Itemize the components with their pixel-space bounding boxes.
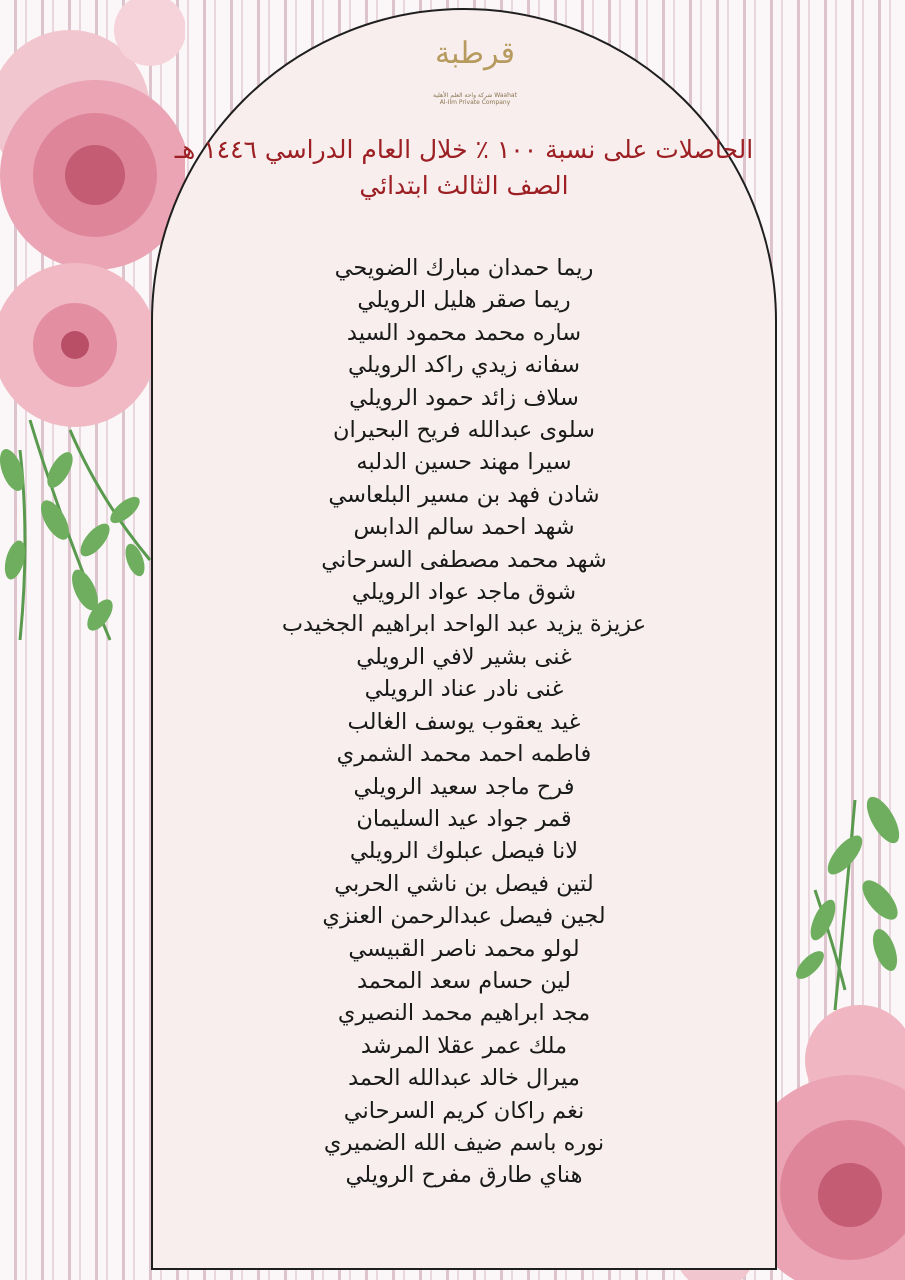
student-name: فرح ماجد سعيد الرويلي bbox=[353, 773, 575, 800]
student-name: ريما حمدان مبارك الضويحي bbox=[334, 255, 594, 281]
heading-grade: الصف الثالث ابتدائي bbox=[359, 171, 569, 200]
student-name: سلوى عبدالله فريح البحيران bbox=[333, 417, 595, 444]
student-names-list bbox=[151, 252, 777, 1192]
school-logo bbox=[430, 14, 520, 122]
logo-caption: شركة واحة العلم الأهلية Waahat Al-Ilm Private Company bbox=[433, 92, 517, 106]
student-name: شهد محمد مصطفى السرحاني bbox=[321, 546, 607, 573]
student-name: سفانه زيدي راكد الرويلي bbox=[348, 352, 580, 379]
student-name: هناي طارق مفرح الرويلي bbox=[345, 1162, 583, 1189]
student-name: شهد احمد سالم الدابس bbox=[353, 514, 575, 541]
student-name: غنى نادر عناد الرويلي bbox=[364, 676, 564, 703]
page-heading bbox=[151, 132, 777, 204]
student-name: عزيزة يزيد عبد الواحد ابراهيم الجخيدب bbox=[281, 611, 647, 638]
student-name: ساره محمد محمود السيد bbox=[346, 319, 582, 346]
student-name: شادن فهد بن مسير البلعاسي bbox=[328, 481, 600, 508]
student-name: شوق ماجد عواد الرويلي bbox=[351, 579, 577, 606]
student-name: سيرا مهند حسين الدلبه bbox=[356, 449, 572, 476]
student-name: سلاف زائد حمود الرويلي bbox=[349, 384, 579, 411]
logo-emblem-icon: قرطبة bbox=[435, 35, 515, 71]
student-name: لولو محمد ناصر القبيسي bbox=[348, 935, 580, 962]
student-name: غيد يعقوب يوسف الغالب bbox=[347, 708, 581, 735]
student-name: نوره باسم ضيف الله الضميري bbox=[323, 1129, 605, 1156]
student-name: غنى بشير لافي الرويلي bbox=[356, 643, 572, 670]
student-name: لتين فيصل بن ناشي الحربي bbox=[334, 870, 594, 897]
student-name: فاطمه احمد محمد الشمري bbox=[336, 741, 592, 768]
student-name: ريما صقر هليل الرويلي bbox=[357, 287, 571, 314]
student-name: قمر جواد عيد السليمان bbox=[356, 805, 572, 832]
student-name: ميرال خالد عبدالله الحمد bbox=[348, 1065, 580, 1092]
student-name: ملك عمر عقلا المرشد bbox=[360, 1032, 568, 1059]
student-name: نغم راكان كريم السرحاني bbox=[343, 1097, 585, 1124]
student-name: لجين فيصل عبدالرحمن العنزي bbox=[322, 903, 606, 930]
student-name: لانا فيصل عبلوك الرويلي bbox=[349, 838, 579, 865]
student-name: مجد ابراهيم محمد النصيري bbox=[337, 1000, 591, 1027]
student-name: لين حسام سعد المحمد bbox=[357, 967, 571, 994]
heading-title: الحاصلات على نسبة ١٠٠ ٪ خلال العام الدراسي ١٤٤٦ هـ bbox=[174, 135, 754, 164]
